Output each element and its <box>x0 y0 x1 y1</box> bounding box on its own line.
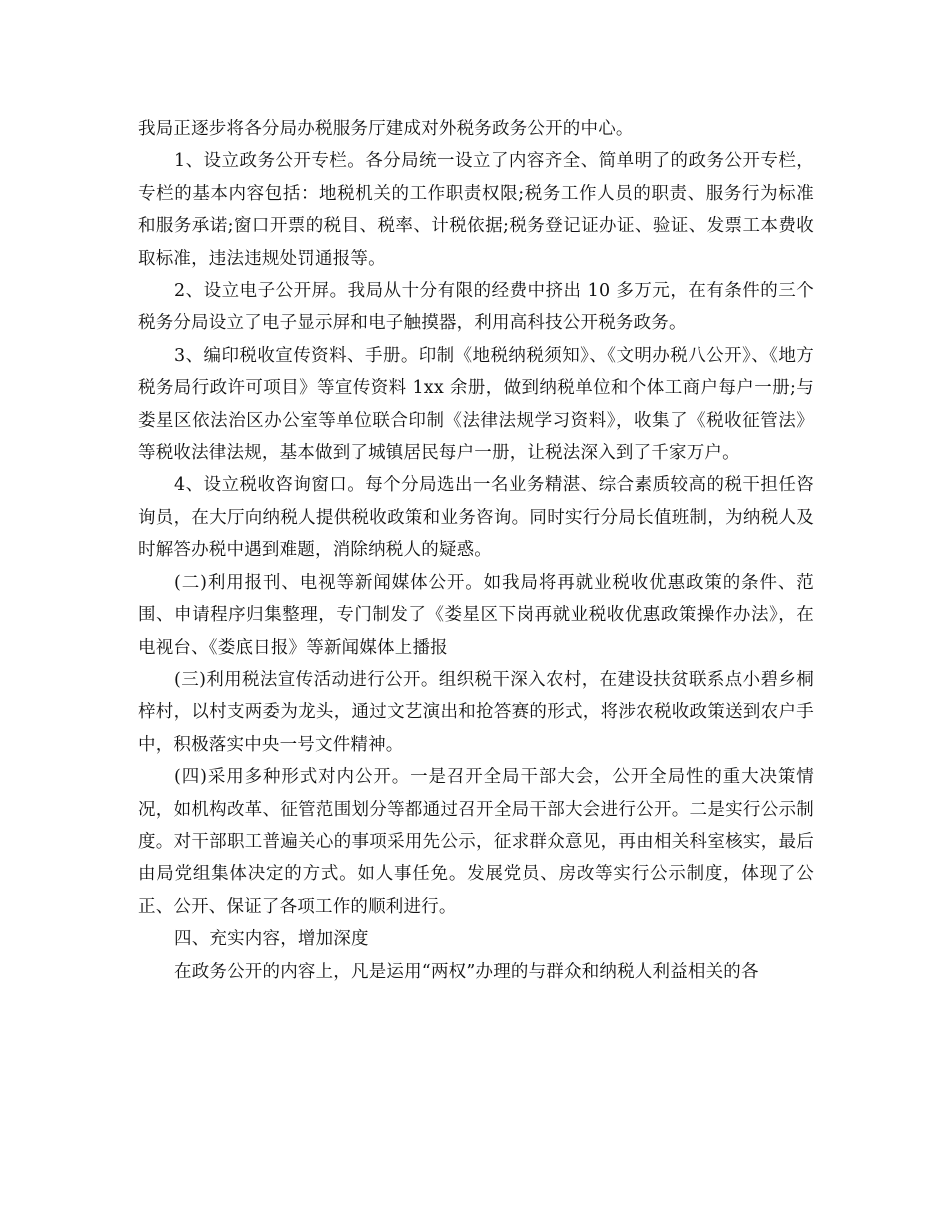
paragraph-section-3: (三)利用税法宣传活动进行公开。组织税干深入农村，在建设扶贫联系点小碧乡桐梓村，以村支两委为龙头，通过文艺演出和抢答赛的形式，将涉农税收政策送到农户手中，积极落实中央一号文件精神。 <box>138 669 814 755</box>
paragraph-item-3: 3、编印税收宣传资料、手册。印制《地税纳税须知》、《文明办税八公开》、《地方税务局行政许可项目》等宣传资料 1xx 余册，做到纳税单位和个体工商户每户一册;与娄星区依法治区办公室等单位联合印制《法律法规学习资料》，收集了《税收征管法》等税收法律法规，基本做到了城镇居民每户一册，让税法深入到了千家万户。 <box>138 345 814 464</box>
paragraph-item-2: 2、设立电子公开屏。我局从十分有限的经费中挤出 10 多万元，在有条件的三个税务分局设立了电子显示屏和电子触摸器，利用高科技公开税务政务。 <box>138 281 814 334</box>
paragraph-section-4: (四)采用多种形式对内公开。一是召开全局干部大会，公开全局性的重大决策情况，如机构改革、征管范围划分等都通过召开全局干部大会进行公开。二是实行公示制度。对干部职工普遍关心的事项采用先公示，征求群众意见，再由相关科室核实，最后由局党组集体决定的方式。如人事任免。发展党员、房改等实行公示制度，体现了公正、公开、保证了各项工作的顺利进行。 <box>138 767 814 917</box>
paragraph-item-1: 1、设立政务公开专栏。各分局统一设立了内容齐全、简单明了的政务公开专栏，专栏的基本内容包括：地税机关的工作职责权限;税务工作人员的职责、服务行为标准和服务承诺;窗口开票的税目、税率、计税依据;税务登记证办证、验证、发票工本费收取标准，违法违规处罚通报等。 <box>138 151 814 269</box>
document-body <box>138 113 814 988</box>
paragraph-section-2: (二)利用报刊、电视等新闻媒体公开。如我局将再就业税收优惠政策的条件、范围、申请程序归集整理，专门制发了《娄星区下岗再就业税收优惠政策操作办法》，在电视台、《娄底日报》等新闻媒体上播报 <box>138 572 814 658</box>
paragraph-intro: 我局正逐步将各分局办税服务厅建成对外税务政务公开的中心。 <box>138 119 634 139</box>
section-heading-4: 四、充实内容，增加深度 <box>174 929 369 950</box>
paragraph-item-4: 4、设立税收咨询窗口。每个分局选出一名业务精湛、综合素质较高的税干担任咨询员，在大厅向纳税人提供税收政策和业务咨询。同时实行分局长值班制，为纳税人及时解答办税中遇到难题，消除纳税人的疑惑。 <box>138 475 814 561</box>
paragraph-last: 在政务公开的内容上，凡是运用“两权”办理的与群众和纳税人利益相关的各 <box>174 961 759 982</box>
